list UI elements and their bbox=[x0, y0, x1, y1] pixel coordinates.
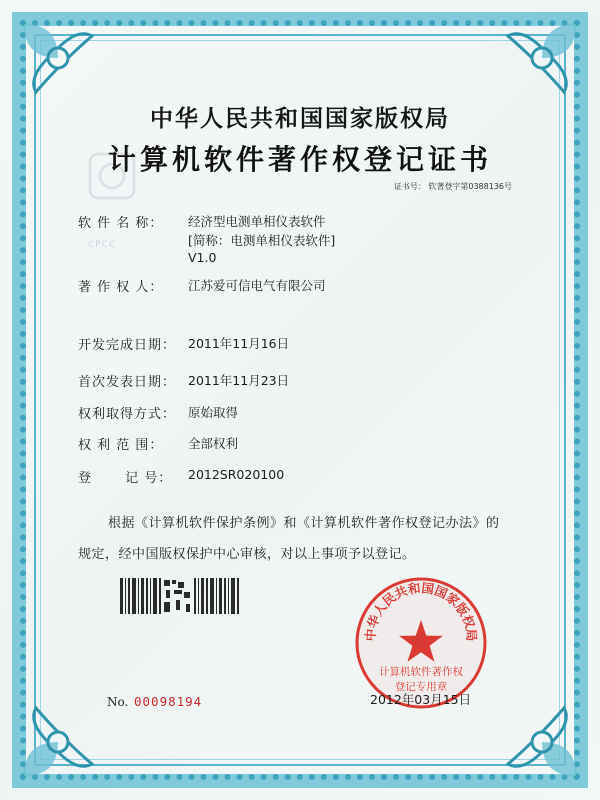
software-short-name-value: [简称：电测单相仪表软件] bbox=[188, 233, 336, 248]
software-name-label: 软 件 名 称： bbox=[78, 216, 164, 231]
software-version-value: V1.0 bbox=[188, 250, 217, 265]
registration-number-label: 登 记 号： bbox=[78, 471, 173, 486]
certificate-title: 计算机软件著作权登记证书 bbox=[107, 143, 492, 176]
serial-number-label: No. bbox=[107, 695, 129, 709]
corner-ornament bbox=[502, 702, 582, 782]
serial-number-value: 00098194 bbox=[134, 694, 203, 709]
copyright-owner-value: 江苏爱可信电气有限公司 bbox=[188, 278, 326, 293]
publication-date-label: 首次发表日期： bbox=[78, 375, 177, 390]
completion-date-value: 2011年11月16日 bbox=[188, 336, 290, 351]
rights-scope-value: 全部权利 bbox=[188, 436, 239, 451]
completion-date-label: 开发完成日期： bbox=[78, 338, 177, 353]
rights-scope-label: 权 利 范 围： bbox=[78, 438, 164, 453]
acquisition-method-label: 权利取得方式： bbox=[78, 407, 177, 422]
seal-arc-text: 中华人民共和国国家版权局 bbox=[362, 580, 480, 642]
corner-ornament bbox=[18, 18, 98, 98]
seal-line-2: 登记专用章 bbox=[394, 681, 448, 693]
registration-number-value: 2012SR020100 bbox=[188, 467, 285, 482]
statement-line-1: 根据《计算机软件保护条例》和《计算机软件著作权登记办法》的 bbox=[108, 516, 500, 531]
acquisition-method-value: 原始取得 bbox=[188, 405, 239, 420]
certificate-number: 证书号： 软著登字第0388136号 bbox=[393, 182, 512, 191]
copyright-owner-label: 著 作 权 人： bbox=[78, 280, 164, 295]
corner-ornament bbox=[18, 702, 98, 782]
publication-date-value: 2011年11月23日 bbox=[188, 373, 290, 388]
software-name-value: 经济型电测单相仪表软件 bbox=[188, 214, 326, 229]
issuing-authority: 中华人民共和国国家版权局 bbox=[150, 106, 450, 132]
watermark-text: CPCC bbox=[88, 240, 117, 250]
corner-ornament bbox=[502, 18, 582, 98]
issue-date: 2012年03月15日 bbox=[370, 692, 472, 707]
seal-line-1: 计算机软件著作权 bbox=[379, 666, 463, 678]
qr-barcode-icon bbox=[120, 576, 240, 616]
statement-line-2: 规定，经中国版权保护中心审核，对以上事项予以登记。 bbox=[78, 547, 416, 562]
